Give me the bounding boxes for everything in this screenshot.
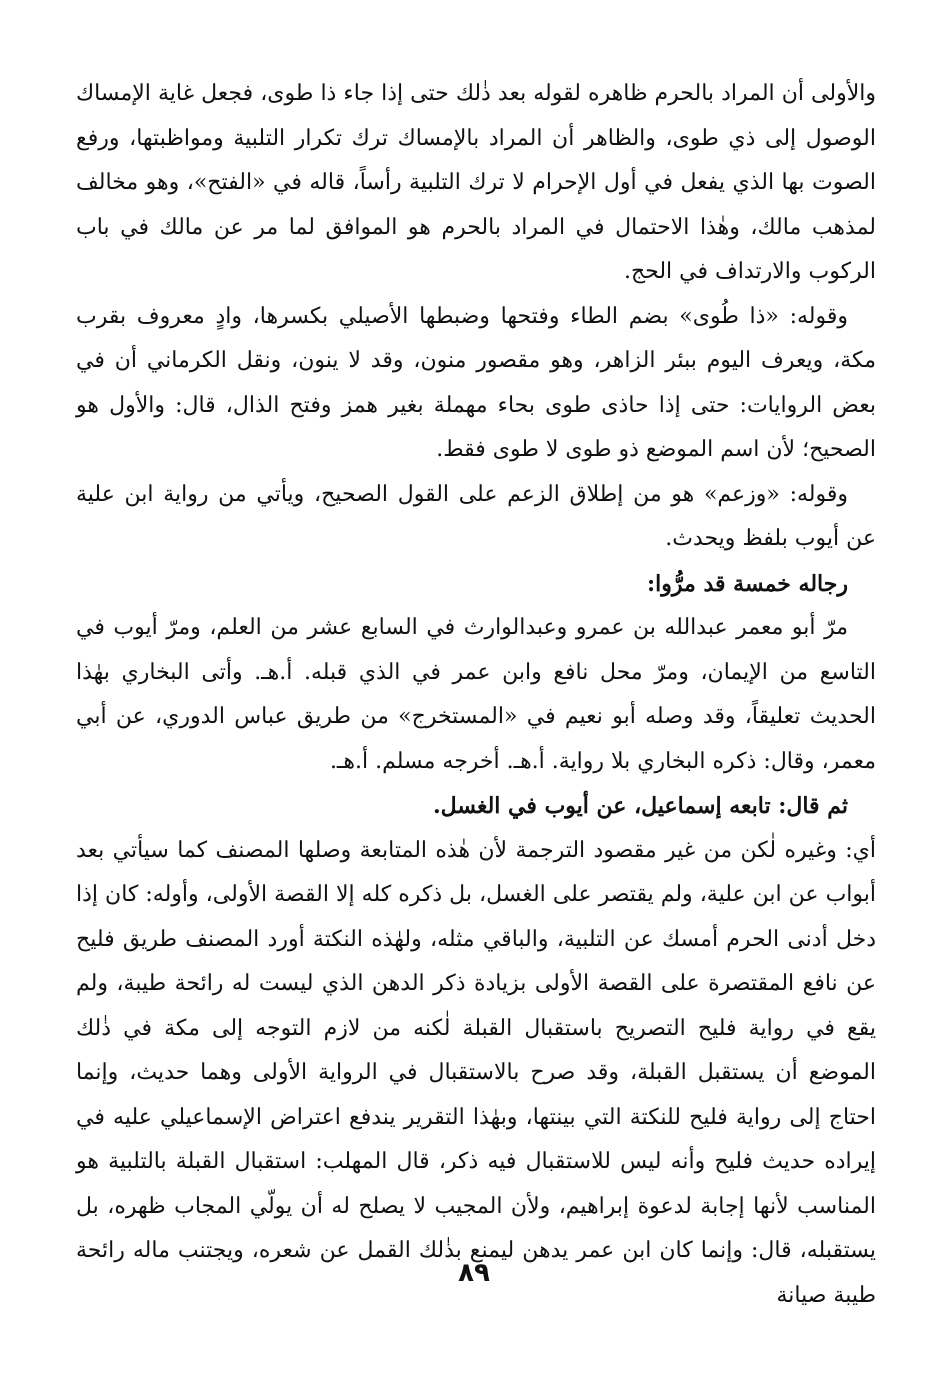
page-number: ٨٩ xyxy=(458,1258,490,1288)
paragraph-5: أي: وغيره لٰكن من غير مقصود الترجمة لأن هٰذه المتابعة وصلها المصنف كما سيأتي بعد أبواب عن ابن علية، ولم يقتصر على الغسل، بل ذكره كله إلا القصة الأولى، وأوله: كان إذا دخل أدنى الحرم أمسك عن التلبية، والباقي مثله، ولهٰذه النكتة أورد المصنف طريق فليح عن نافع المقتصرة على القصة الأولى بزيادة ذكر الدهن الذي ليست له رائحة طيبة، ولم يقع في رواية فليح التصريح باستقبال القبلة لٰكنه من لازم التوجه إلى مكة في ذٰلك الموضع أن يستقبل القبلة، وقد صرح بالاستقبال في الرواية الأولى وهما حديث، وإنما احتاج إلى رواية فليح للنكتة التي بينتها، وبهٰذا التقرير يندفع اعتراض الإسماعيلي عليه في إيراده حديث فليح وأنه ليس للاستقبال فيه ذكر، قال المهلب: استقبال القبلة بالتلبية هو المناسب لأنها إجابة لدعوة إبراهيم، ولأن المجيب لا يصلح له أن يولّي المجاب ظهره، بل يستقبله، قال: وإنما كان ابن عمر يدهن ليمنع بذٰلك القمل عن شعره، ويجتنب ماله رائحة طيبة صيانة xyxy=(76,837,877,1308)
paragraph-3: وقوله: «وزعم» هو من إطلاق الزعم على القول الصحيح، ويأتي من رواية ابن علية عن أيوب بلفظ ويحدث. xyxy=(76,481,876,551)
page-body xyxy=(76,72,876,1318)
paragraph-4: مرّ أبو معمر عبدالله بن عمرو وعبدالوارث في السابع عشر من العلم، ومرّ أيوب في التاسع من الإيمان، ومرّ محل نافع وابن عمر في الذي قبله. أ.هـ. وأتى البخاري بهٰذا الحديث تعليقاً، وقد وصله أبو نعيم في «المستخرج» من طريق عباس الدوري، عن أبي معمر، وقال: ذكره البخاري بلا رواية. أ.هـ. أخرجه مسلم. أ.هـ. xyxy=(76,615,876,774)
section-heading-mutabaa: ثم قال: تابعه إسماعيل، عن أيوب في الغسل. xyxy=(433,793,848,819)
paragraph-2: وقوله: «ذا طُوى» بضم الطاء وفتحها وضبطها الأصيلي بكسرها، وادٍ معروف بقرب مكة، ويعرف اليوم ببئر الزاهر، وهو مقصور منون، وقد لا ينون، ونقل الكرماني أن في بعض الروايات: حتى إذا حاذى طوى بحاء مهملة بغير همز وفتح الذال، قال: والأول هو الصحيح؛ لأن اسم الموضع ذو طوى لا طوى فقط. xyxy=(76,303,876,462)
section-heading-narrators: رجاله خمسة قد مرُّوا: xyxy=(647,570,848,597)
paragraph-1: والأولى أن المراد بالحرم ظاهره لقوله بعد ذٰلك حتى إذا جاء ذا طوى، فجعل غاية الإمساك الوصول إلى ذي طوى، والظاهر أن المراد بالإمساك ترك تكرار التلبية ومواظبتها، ورفع الصوت بها الذي يفعل في أول الإحرام لا ترك التلبية رأساً، قاله في «الفتح»، وهو مخالف لمذهب مالك، وهٰذا الاحتمال في المراد بالحرم هو الموافق لما مر عن مالك في باب الركوب والارتداف في الحج. xyxy=(76,81,876,284)
